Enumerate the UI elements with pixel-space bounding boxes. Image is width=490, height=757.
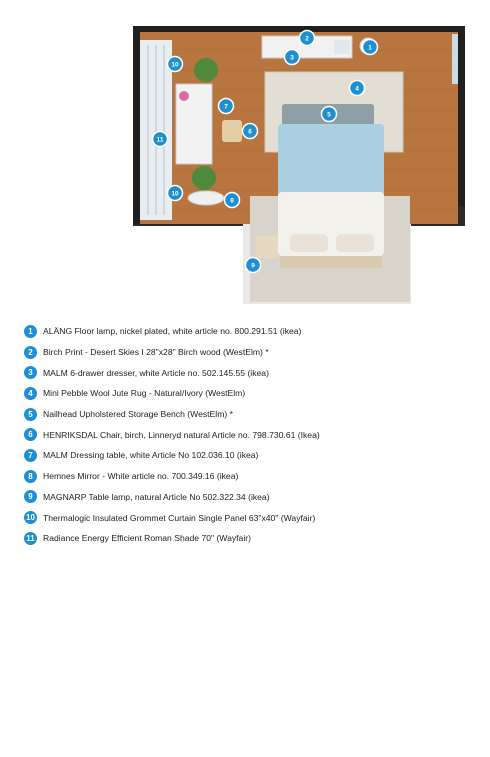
marker-label: 8 — [230, 197, 234, 205]
right-wall — [458, 26, 465, 206]
number-badge: 6 — [24, 428, 37, 441]
headboard — [280, 256, 382, 268]
legend-text: Mini Pebble Wool Jute Rug - Natural/Ivory (WestElm) — [43, 388, 246, 399]
marker-label: 4 — [355, 85, 359, 93]
legend-item — [24, 362, 484, 383]
number-badge: 2 — [24, 346, 37, 359]
legend-item — [24, 466, 484, 487]
marker-label: 2 — [305, 35, 309, 43]
legend-item — [24, 383, 484, 404]
legend-item — [24, 321, 484, 342]
legend — [24, 321, 484, 549]
legend-text: Nailhead Upholstered Storage Bench (WestElm) * — [43, 409, 233, 420]
legend-text: Birch Print - Desert Skies I 28"x28" Birch wood (WestElm) * — [43, 347, 269, 358]
marker-label: 7 — [224, 103, 228, 111]
flowers — [179, 91, 189, 101]
marker-label: 11 — [156, 136, 164, 144]
legend-item — [24, 528, 484, 549]
number-badge: 3 — [24, 366, 37, 379]
number-badge: 4 — [24, 387, 37, 400]
legend-text: MALM 6-drawer dresser, white Article no. 502.145.55 (ikea) — [43, 367, 269, 378]
marker-label: 1 — [368, 44, 372, 52]
mirror — [188, 191, 224, 205]
birch-print — [334, 40, 350, 54]
legend-item — [24, 445, 484, 466]
floor-plan — [0, 0, 490, 310]
legend-text: Hemnes Mirror - White article no. 700.349.16 (ikea) — [43, 471, 239, 482]
number-badge: 8 — [24, 470, 37, 483]
plant-top — [194, 58, 218, 82]
top-wall — [133, 26, 465, 32]
number-badge: 11 — [24, 532, 37, 545]
legend-text: Thermalogic Insulated Grommet Curtain Single Panel 63"x40" (Wayfair) — [43, 512, 316, 523]
legend-text: Radiance Energy Efficient Roman Shade 70" (Wayfair) — [43, 533, 251, 544]
legend-text: HENRIKSDAL Chair, birch, Linneryd natural Article no. 798.730.61 (Ikea) — [43, 429, 320, 440]
number-badge: 10 — [24, 511, 37, 524]
legend-item — [24, 507, 484, 528]
legend-text: ALÄNG Floor lamp, nickel plated, white article no. 800.291.51 (ikea) — [43, 326, 302, 337]
marker-label: 10 — [171, 190, 179, 198]
chair — [222, 120, 242, 142]
number-badge: 5 — [24, 408, 37, 421]
marker-label: 6 — [248, 128, 252, 136]
marker-label: 10 — [171, 61, 179, 69]
legend-item — [24, 404, 484, 425]
pillow-left — [290, 234, 328, 252]
legend-item — [24, 487, 484, 508]
marker-label: 5 — [327, 111, 331, 119]
marker-label: 3 — [290, 54, 294, 62]
number-badge: 9 — [24, 490, 37, 503]
legend-text: MAGNARP Table lamp, natural Article No 502.322.34 (ikea) — [43, 491, 270, 502]
number-badge: 1 — [24, 325, 37, 338]
legend-item — [24, 424, 484, 445]
left-wall — [133, 26, 140, 224]
right-window — [452, 34, 458, 84]
nightstand — [256, 236, 278, 258]
legend-item — [24, 342, 484, 363]
marker-label: 9 — [251, 262, 255, 270]
plant-bottom — [192, 166, 216, 190]
pillow-right — [336, 234, 374, 252]
number-badge: 7 — [24, 449, 37, 462]
legend-text: MALM Dressing table, white Article No 102.036.10 (ikea) — [43, 450, 259, 461]
